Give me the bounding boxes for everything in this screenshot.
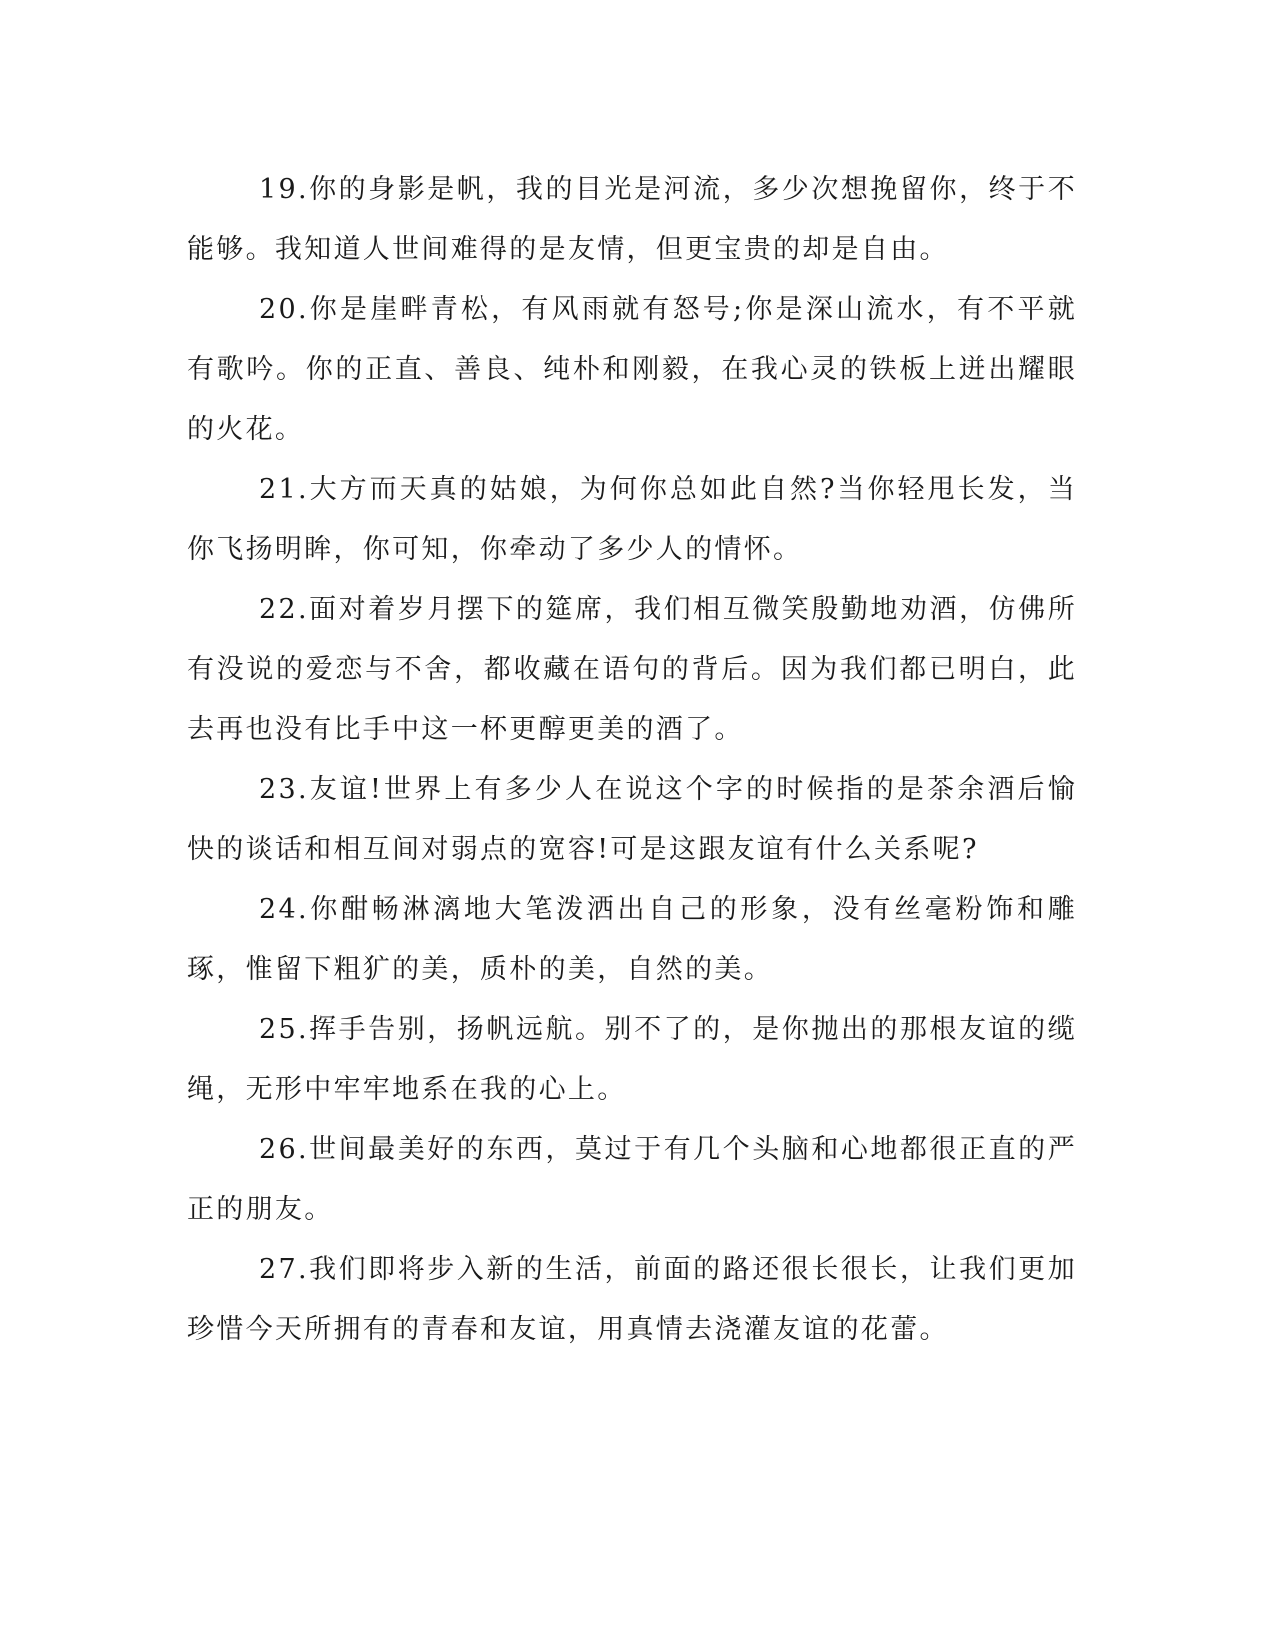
paragraph-24: 24.你酣畅淋漓地大笔泼洒出自己的形象，没有丝毫粉饰和雕琢，惟留下粗犷的美，质朴的美，自然的美。 bbox=[187, 894, 1077, 985]
paragraph-20: 20.你是崖畔青松，有风雨就有怒号;你是深山流水，有不平就有歌吟。你的正直、善良、纯朴和刚毅，在我心灵的铁板上迸出耀眼的火花。 bbox=[187, 294, 1077, 445]
paragraph-21: 21.大方而天真的姑娘，为何你总如此自然?当你轻甩长发，当你飞扬明眸，你可知，你牵动了多少人的情怀。 bbox=[187, 474, 1077, 565]
paragraph-22: 22.面对着岁月摆下的筵席，我们相互微笑殷勤地劝酒，仿佛所有没说的爱恋与不舍，都收藏在语句的背后。因为我们都已明白，此去再也没有比手中这一杯更醇更美的酒了。 bbox=[187, 594, 1077, 745]
paragraph-25: 25.挥手告别，扬帆远航。别不了的，是你抛出的那根友谊的缆绳，无形中牢牢地系在我的心上。 bbox=[187, 1014, 1077, 1105]
document-body bbox=[187, 160, 1077, 1360]
paragraph-19: 19.你的身影是帆，我的目光是河流，多少次想挽留你，终于不能够。我知道人世间难得的是友情，但更宝贵的却是自由。 bbox=[187, 174, 1077, 265]
paragraph-27: 27.我们即将步入新的生活，前面的路还很长很长，让我们更加珍惜今天所拥有的青春和友谊，用真情去浇灌友谊的花蕾。 bbox=[187, 1254, 1077, 1345]
paragraph-23: 23.友谊!世界上有多少人在说这个字的时候指的是茶余酒后愉快的谈话和相互间对弱点的宽容!可是这跟友谊有什么关系呢? bbox=[187, 774, 1077, 865]
paragraph-26: 26.世间最美好的东西，莫过于有几个头脑和心地都很正直的严正的朋友。 bbox=[187, 1134, 1077, 1225]
